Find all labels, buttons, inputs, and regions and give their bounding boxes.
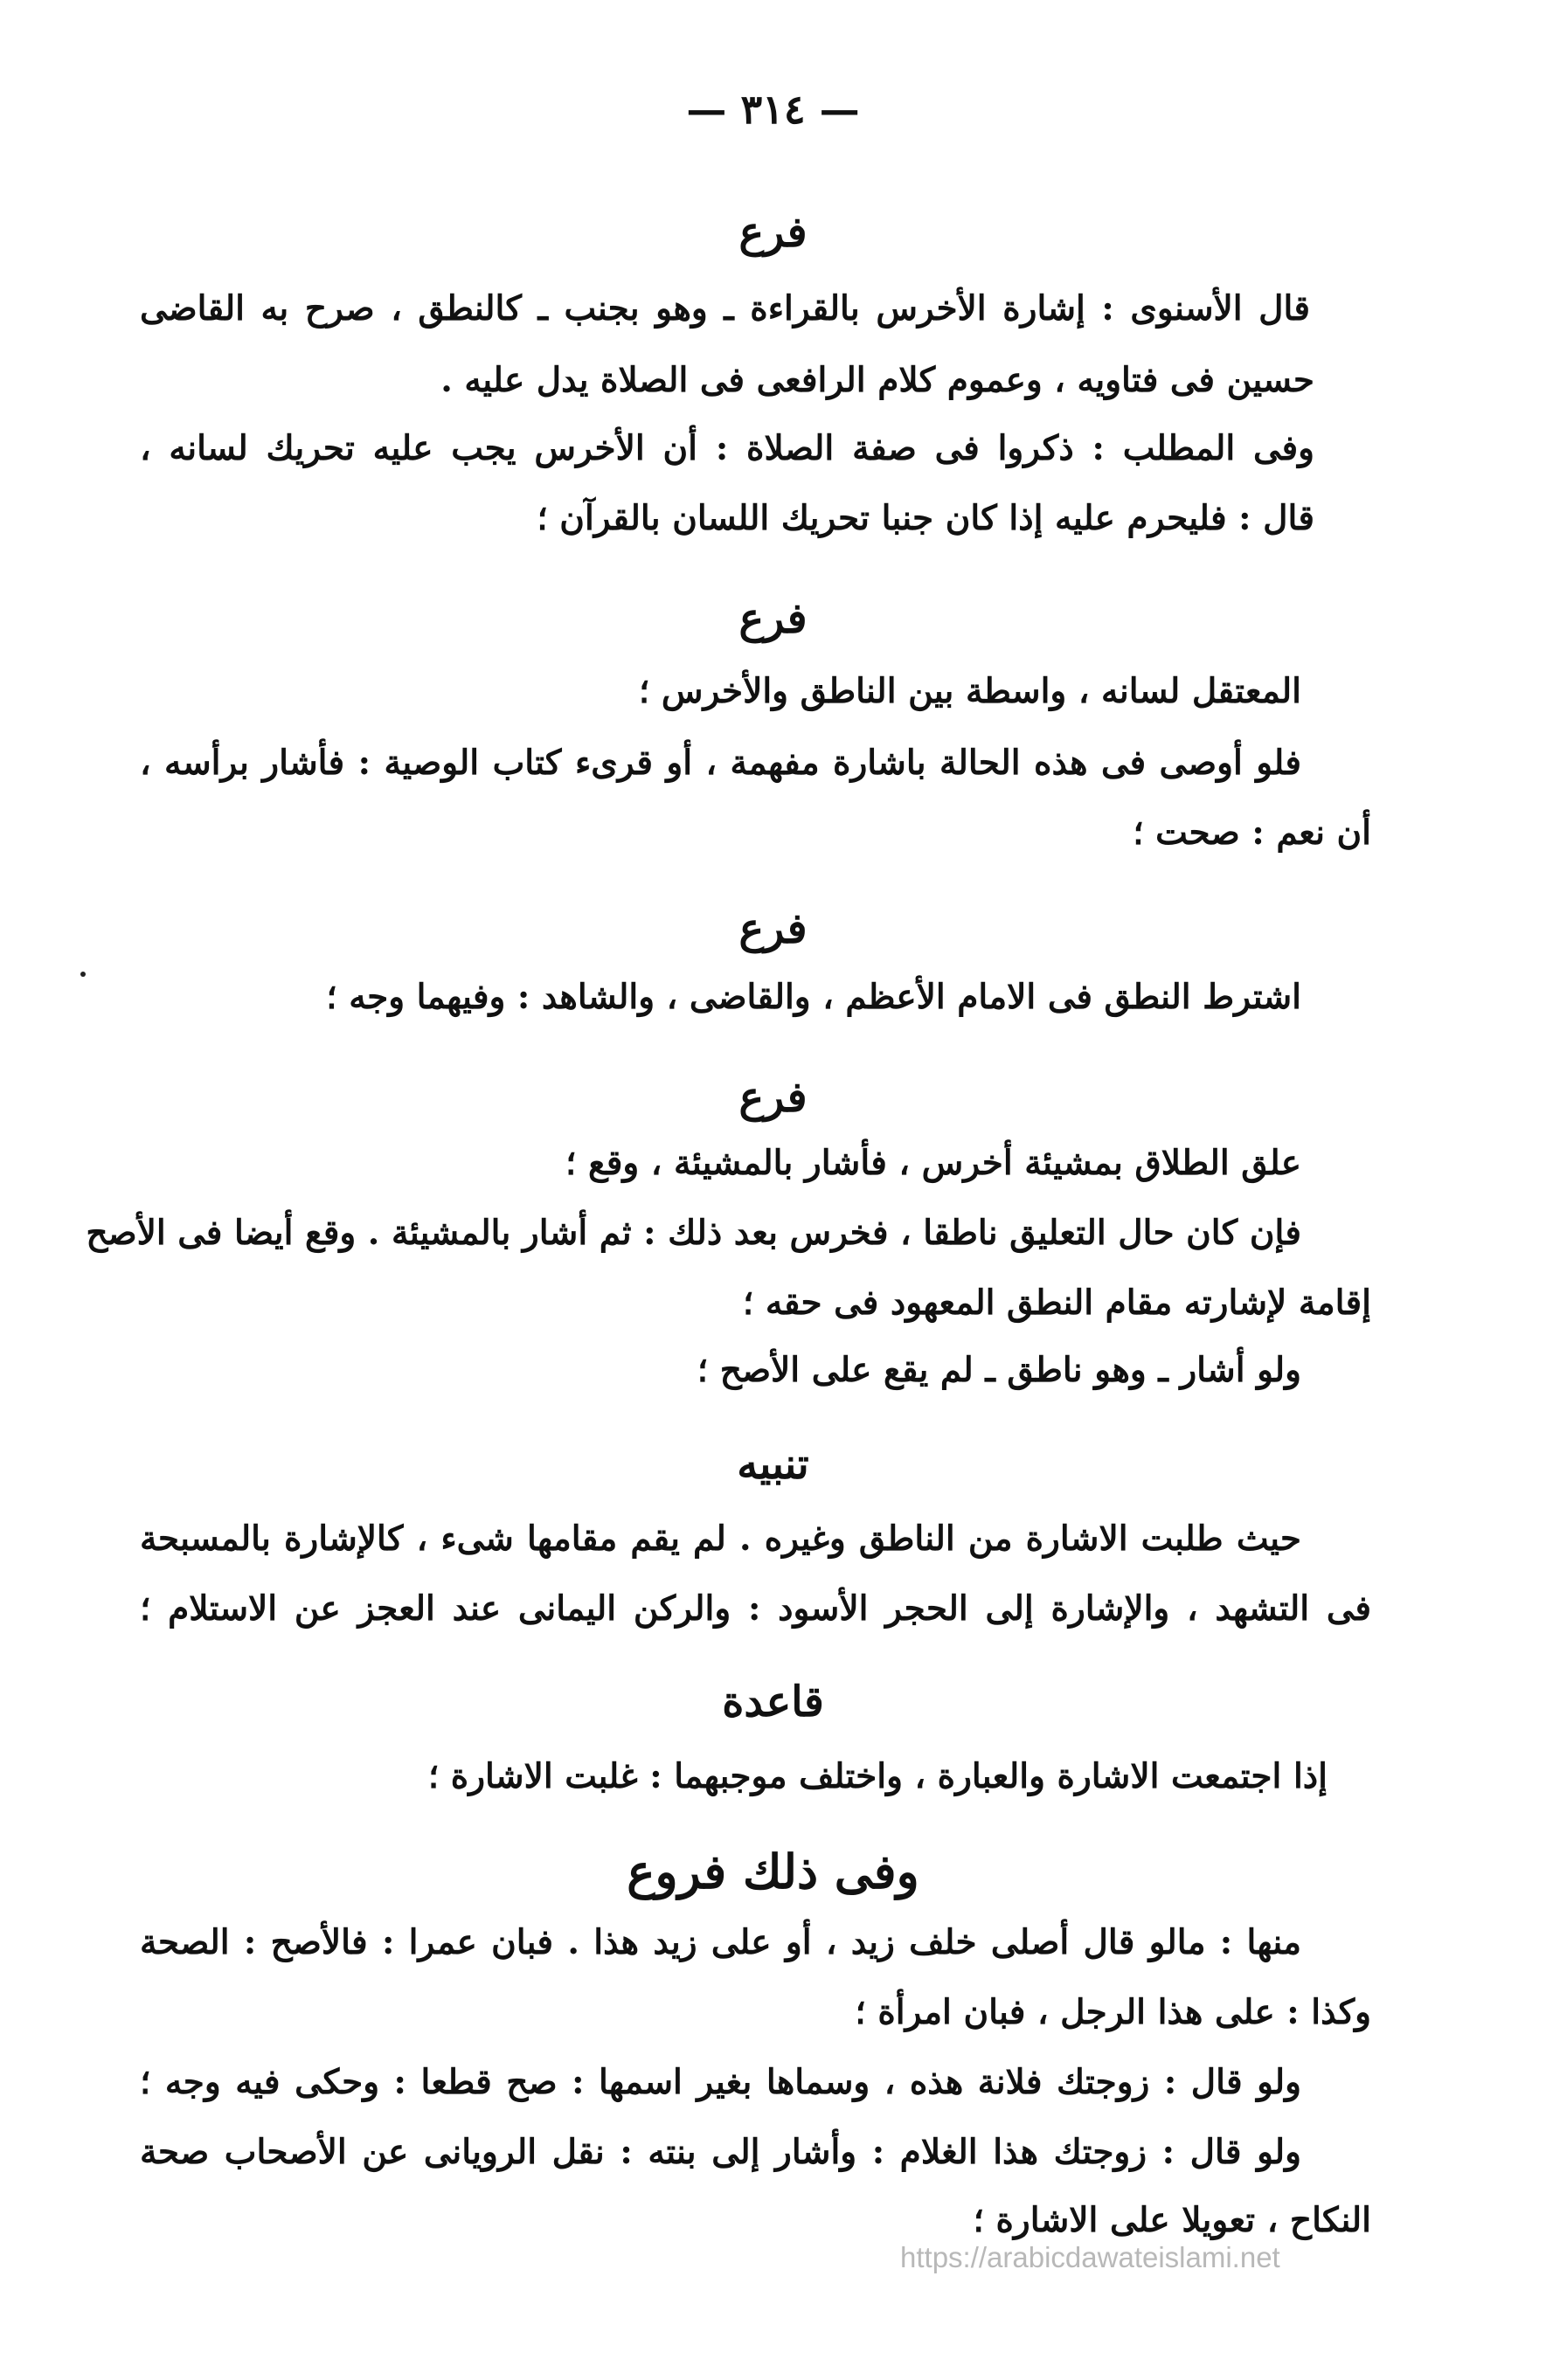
section-heading: فرع (738, 208, 808, 257)
section-heading: وفى ذلك فروع (627, 1844, 919, 1899)
section-heading: تنبيه (737, 1440, 809, 1489)
section-heading: قاعدة (722, 1678, 824, 1726)
scan-speck (80, 972, 86, 977)
section-heading: فرع (738, 904, 808, 953)
text-line: وفى المطلب : ذكروا فى صفة الصلاة : أن الأخرس يجب عليه تحريك لسانه ، (140, 428, 1314, 468)
section-heading: فرع (738, 594, 808, 643)
text-line: منها : مالو قال أصلى خلف زيد ، أو على زيد هذا . فبان عمرا : فالأصح : الصحة (140, 1922, 1301, 1962)
text-line: فإن كان حال التعليق ناطقا ، فخرس بعد ذلك : ثم أشار بالمشيئة . وقع أيضا فى الأصح (86, 1213, 1301, 1253)
text-line: قال الأسنوى : إشارة الأخرس بالقراءة ـ وهو بجنب ـ كالنطق ، صرح به القاضى (140, 288, 1310, 329)
text-line: حسين فى فتاويه ، وعموم كلام الرافعى فى الصلاة يدل عليه . (440, 360, 1314, 400)
text-line: فلو أوصى فى هذه الحالة باشارة مفهمة ، أو قرىء كتاب الوصية : فأشار برأسه ، (140, 743, 1301, 783)
text-line: النكاح ، تعويلا على الاشارة ؛ (973, 2200, 1371, 2240)
text-line: المعتقل لسانه ، واسطة بين الناطق والأخرس ؛ (638, 671, 1301, 711)
text-line: إقامة لإشارته مقام النطق المعهود فى حقه ؛ (742, 1283, 1371, 1323)
text-line: ولو قال : زوجتك فلانة هذه ، وسماها بغير اسمها : صح قطعا : وحكى فيه وجه ؛ (140, 2062, 1301, 2102)
text-line: وكذا : على هذا الرجل ، فبان امرأة ؛ (855, 1992, 1371, 2032)
text-line: حيث طلبت الاشارة من الناطق وغيره . لم يقم مقامها شىء ، كالإشارة بالمسبحة (140, 1519, 1301, 1559)
text-line: اشترط النطق فى الامام الأعظم ، والقاضى ، والشاهد : وفيهما وجه ؛ (326, 977, 1301, 1017)
text-line: إذا اجتمعت الاشارة والعبارة ، واختلف موجبهما : غلبت الاشارة ؛ (427, 1756, 1328, 1796)
text-line: فى التشهد ، والإشارة إلى الحجر الأسود : والركن اليمانى عند العجز عن الاستلام ؛ (140, 1588, 1371, 1629)
watermark-url: https://arabicdawateislami.net (900, 2241, 1280, 2273)
text-line: علق الطلاق بمشيئة أخرس ، فأشار بالمشيئة ، وقع ؛ (565, 1143, 1301, 1183)
page-number: — ٣١٤ — (686, 86, 860, 133)
text-line: قال : فليحرم عليه إذا كان جنبا تحريك اللسان بالقرآن ؛ (537, 498, 1314, 538)
section-heading: فرع (738, 1073, 808, 1122)
text-line: أن نعم : صحت ؛ (1133, 813, 1371, 853)
text-line: ولو قال : زوجتك هذا الغلام : وأشار إلى بنته : نقل الرويانى عن الأصحاب صحة (140, 2132, 1301, 2172)
text-line: ولو أشار ـ وهو ناطق ـ لم يقع على الأصح ؛ (697, 1350, 1301, 1390)
